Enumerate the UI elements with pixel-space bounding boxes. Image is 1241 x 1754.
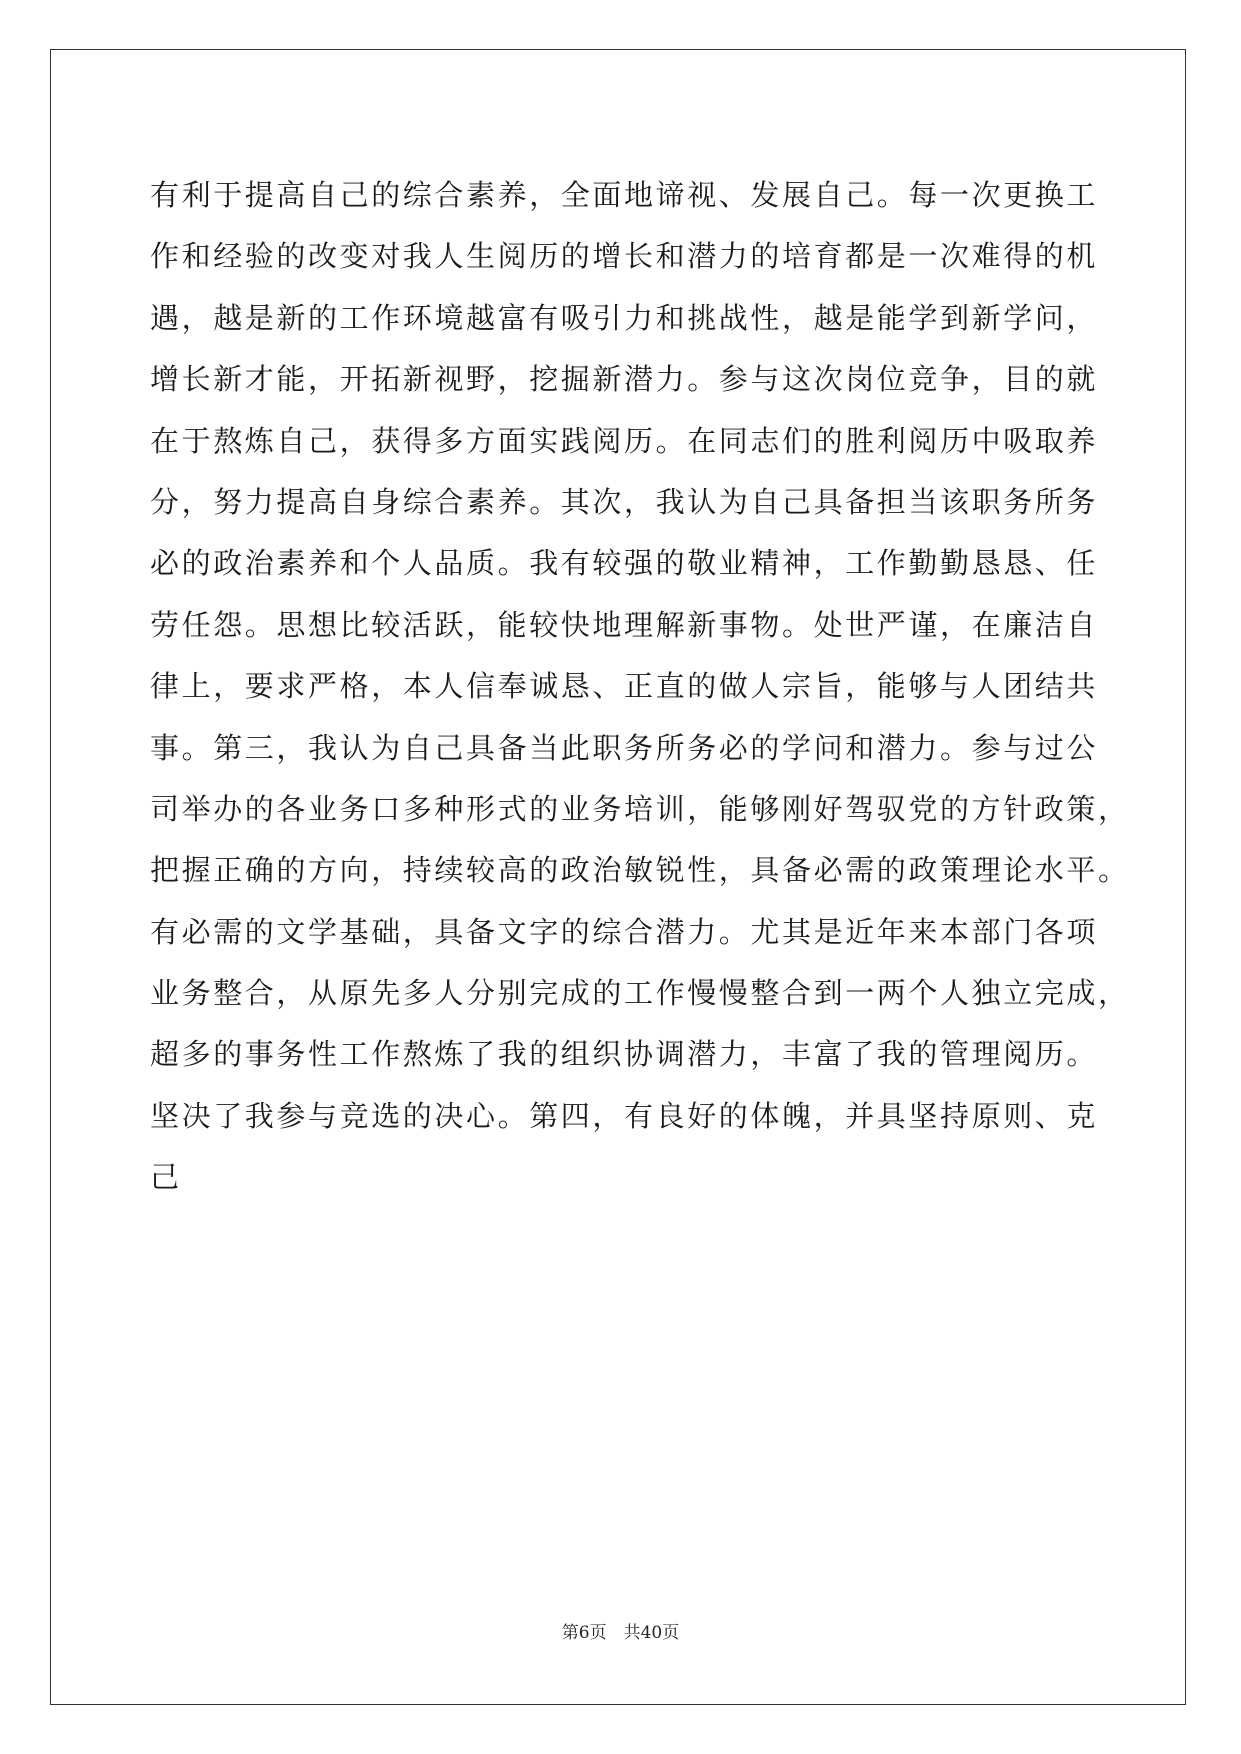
text-line: 遇，越是新的工作环境越富有吸引力和挑战性，越是能学到新学问， bbox=[150, 300, 1099, 335]
text-line: 业务整合，从原先多人分别完成的工作慢慢整合到一两个人独立完成， bbox=[150, 976, 1130, 1011]
text-line: 必的政治素养和个人品质。我有较强的敬业精神，工作勤勤恳恳、任 bbox=[150, 546, 1099, 581]
document-body bbox=[150, 165, 1130, 1209]
page-number: 第6页 共40页 bbox=[561, 1623, 680, 1643]
text-line: 有必需的文学基础，具备文字的综合潜力。尤其是近年来本部门各项 bbox=[150, 914, 1099, 949]
text-line: 劳任怨。思想比较活跃，能较快地理解新事物。处世严谨，在廉洁自 bbox=[150, 607, 1099, 642]
text-line: 司举办的各业务口多种形式的业务培训，能够刚好驾驭党的方针政策， bbox=[150, 791, 1130, 826]
text-line: 分，努力提高自身综合素养。其次，我认为自己具备担当该职务所务 bbox=[150, 484, 1099, 519]
text-line: 把握正确的方向，持续较高的政治敏锐性，具备必需的政策理论水平。 bbox=[150, 853, 1130, 888]
text-line: 事。第三，我认为自己具备当此职务所务必的学问和潜力。参与过公 bbox=[150, 730, 1099, 765]
text-line: 在于熬炼自己，获得多方面实践阅历。在同志们的胜利阅历中吸取养 bbox=[150, 423, 1099, 458]
text-line: 坚决了我参与竞选的决心。第四，有良好的体魄，并具坚持原则、克 bbox=[150, 1098, 1099, 1133]
text-line: 增长新才能，开拓新视野，挖掘新潜力。参与这次岗位竞争，目的就 bbox=[150, 362, 1099, 397]
text-line: 超多的事务性工作熬炼了我的组织协调潜力，丰富了我的管理阅历。 bbox=[150, 1037, 1099, 1072]
text-line: 己 bbox=[150, 1160, 182, 1195]
text-line: 作和经验的改变对我人生阅历的增长和潜力的培育都是一次难得的机 bbox=[150, 239, 1099, 274]
text-line: 律上，要求严格，本人信奉诚恳、正直的做人宗旨，能够与人团结共 bbox=[150, 669, 1099, 704]
text-line: 有利于提高自己的综合素养，全面地谛视、发展自己。每一次更换工 bbox=[150, 178, 1099, 212]
